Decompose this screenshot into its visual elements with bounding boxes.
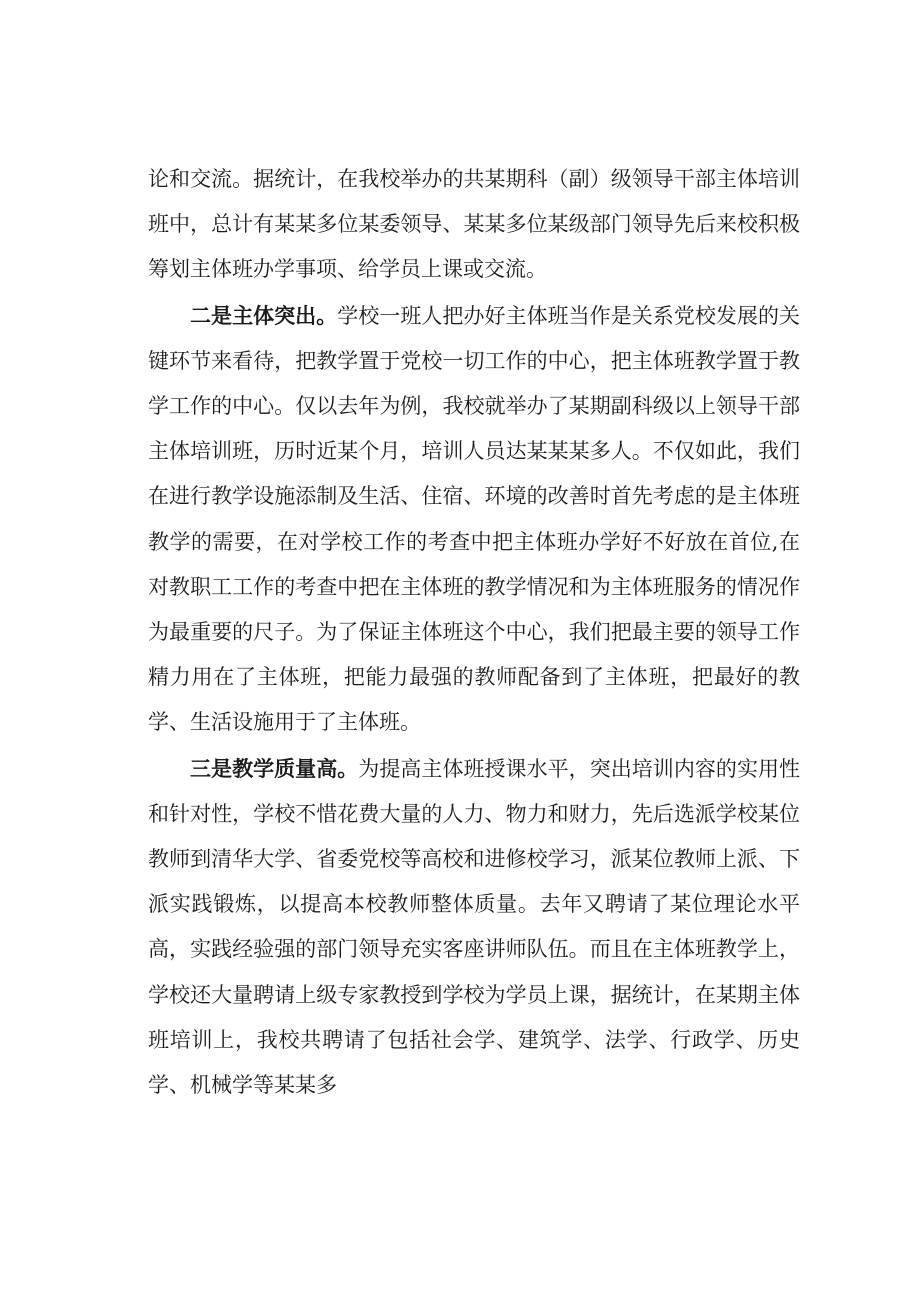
paragraph-teaching-quality [148,746,800,1109]
paragraph-text: 为提高主体班授课水平，突出培训内容的实用性和针对性，学校不惜花费大量的人力、物力和财力，先后选派学校某位教师到清华大学、省委党校等高校和进修校学习，派某位教师上派、下派实践锻炼，以提高本校教师整体质量。去年又聘请了某位理论水平高，实践经验强的部门领导充实客座讲师队伍。而且在主体班教学上，学校还大量聘请上级专家教授到学校为学员上课，据统计，在某期主体班培训上，我校共聘请了包括社会学、建筑学、法学、行政学、历史学、机械学等某某多 [148,756,801,1098]
paragraph-text: 学校一班人把办好主体班当作是关系党校发展的关键环节来看待，把教学置于党校一切工作的中心，把主体班教学置于教学工作的中心。仅以去年为例，我校就举办了某期副科级以上领导干部主体培训班，历时近某个月，培训人员达某某某多人。不仅如此，我们在进行教学设施添制及生活、住宿、环境的改善时首先考虑的是主体班教学的需要，在对学校工作的考查中把主体班办学好不好放在首位,在对教职工工作的考查中把在主体班的教学情况和为主体班服务的情况作为最重要的尺子。为了保证主体班这个中心，我们把最主要的领导工作精力用在了主体班，把能力最强的教师配备到了主体班，把最好的教学、生活设施用于了主体班。 [148,303,800,735]
document-body [148,157,800,1108]
paragraph-lead-heading: 二是主体突出。 [190,302,338,328]
paragraph-main-body-prominent [148,293,800,746]
paragraph-text: 论和交流。据统计，在我校举办的共某期科（副）级领导干部主体培训班中，总计有某某多位某委领导、某某多位某级部门领导先后来校积极筹划主体班办学事项、给学员上课或交流。 [148,167,800,282]
paragraph-continuation [148,157,800,293]
paragraph-lead-heading: 三是教学质量高。 [190,755,359,781]
